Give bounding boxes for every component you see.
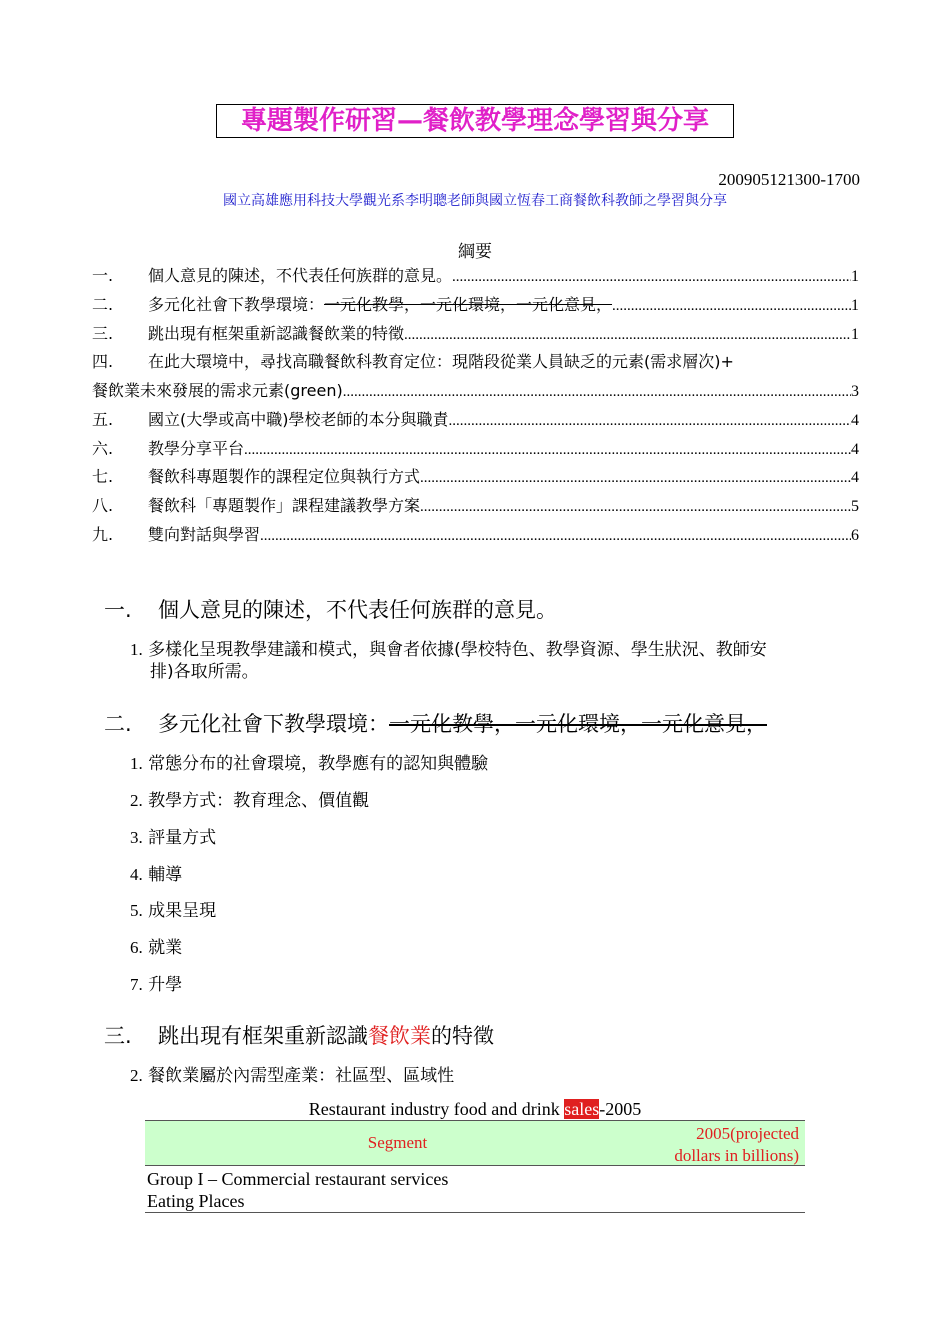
toc-leader-dots	[452, 269, 851, 286]
section-title-end: 的特徵	[431, 1024, 494, 1048]
list-item-text: 餐飲業屬於內需型產業：社區型、區域性	[148, 1066, 455, 1086]
toc-page-number: 6	[851, 527, 859, 544]
document-id: 200905121300-1700	[718, 170, 860, 189]
list-item	[130, 786, 369, 811]
list-item-text: 評量方式	[148, 828, 217, 848]
list-item-number: 2.	[130, 791, 143, 810]
toc-item[interactable]	[92, 321, 859, 345]
list-item-number: 5.	[130, 901, 143, 920]
table-body	[145, 1166, 805, 1213]
toc-item[interactable]	[92, 464, 859, 488]
column-header-line: dollars in billions)	[674, 1146, 799, 1165]
toc-item-number: 六.	[92, 439, 114, 458]
table-caption-text: Restaurant industry food and drink	[308, 1099, 565, 1119]
toc-item-text: 國立(大學或高中職)學校老師的本分與職責	[148, 410, 449, 429]
toc-item[interactable]	[92, 292, 859, 316]
list-item-text: 多樣化呈現教學建議和模式，與會者依據(學校特色、教學資源、學生狀況、教師安	[148, 640, 767, 660]
toc-leader-dots	[404, 327, 851, 344]
list-item-number: 3.	[130, 828, 143, 847]
toc-item-number: 二.	[92, 295, 114, 314]
toc-item-number: 七.	[92, 467, 114, 486]
table-header	[145, 1120, 805, 1166]
section-title-highlight: 餐飲業	[368, 1024, 431, 1048]
toc-leader-dots	[343, 384, 851, 401]
list-item-text: 就業	[148, 938, 183, 958]
toc-heading: 綱要	[458, 242, 492, 262]
list-item	[130, 933, 182, 958]
toc-item-text: 在此大環境中，尋找高職餐飲科教育定位：現階段從業人員缺乏的元素(需求層次)+	[148, 352, 734, 371]
sales-table	[145, 1120, 805, 1213]
toc-item-text: 教學分享平台	[148, 439, 245, 458]
toc-leader-dots	[244, 442, 851, 459]
list-item	[130, 860, 182, 885]
list-item-number: 7.	[130, 975, 143, 994]
document-title: 專題製作研習—餐飲教學理念學習與分享	[216, 104, 734, 138]
toc-leader-dots	[612, 298, 851, 315]
toc-page-number: 4	[851, 441, 859, 458]
section-title: 個人意見的陳述，不代表任何族群的意見。	[158, 598, 557, 622]
toc-item-number: 五.	[92, 410, 114, 429]
section-number: 二.	[104, 712, 132, 736]
section-heading	[104, 594, 557, 624]
toc-page-number: 1	[851, 326, 859, 343]
toc-leader-dots	[420, 499, 851, 516]
toc-page-number: 3	[851, 383, 859, 400]
section-heading	[104, 1020, 494, 1050]
column-header-segment: Segment	[367, 1133, 428, 1152]
toc-page-number: 4	[851, 412, 859, 429]
table-row: Group I – Commercial restaurant services	[147, 1169, 449, 1189]
list-item-continuation	[150, 657, 259, 682]
toc-page-number: 4	[851, 469, 859, 486]
toc-item-strikethrough-text: 一元化教學，一元化環境，一元化意見，	[324, 295, 613, 314]
table-caption-highlight: sales	[564, 1099, 600, 1119]
list-item-text: 輔導	[148, 865, 183, 885]
toc-item[interactable]	[92, 522, 859, 546]
list-item-number: 1.	[130, 640, 143, 659]
section-title: 多元化社會下教學環境：	[158, 712, 389, 736]
table-caption	[144, 1099, 806, 1120]
toc-item-number: 三.	[92, 324, 114, 343]
toc-item-text: 跳出現有框架重新認識餐飲業的特徵	[148, 324, 405, 343]
toc-item-text: 個人意見的陳述，不代表任何族群的意見。	[148, 266, 453, 285]
list-item	[130, 749, 488, 774]
toc-page-number: 1	[851, 297, 859, 314]
column-header-line: 2005(projected	[696, 1124, 799, 1143]
toc-item[interactable]	[92, 263, 859, 287]
list-item-number: 4.	[130, 865, 143, 884]
toc-leader-dots	[420, 470, 851, 487]
list-item-text: 排)各取所需。	[150, 662, 259, 682]
toc-page-number: 1	[851, 268, 859, 285]
section-title-strikethrough: 一元化教學，一元化環境，一元化意見，	[389, 712, 767, 736]
toc-item[interactable]	[92, 349, 859, 373]
list-item	[130, 970, 182, 995]
section-title: 跳出現有框架重新認識	[158, 1024, 368, 1048]
toc-leader-dots	[449, 413, 852, 430]
table-caption-year: -2005	[599, 1099, 642, 1119]
list-item-text: 升學	[148, 975, 183, 995]
list-item	[130, 823, 216, 848]
toc-item[interactable]	[92, 407, 859, 431]
section-heading	[104, 708, 767, 738]
toc-item-text: 多元化社會下教學環境：	[148, 295, 325, 314]
toc-item-continuation[interactable]	[92, 378, 859, 402]
list-item-text: 成果呈現	[148, 901, 217, 921]
column-header-2005	[649, 1123, 799, 1167]
table-row: Eating Places	[147, 1191, 245, 1211]
document-subtitle: 國立高雄應用科技大學觀光系李明聰老師與國立恆春工商餐飲科教師之學習與分享	[223, 193, 727, 209]
toc-leader-dots	[260, 528, 851, 545]
list-item-number: 1.	[130, 754, 143, 773]
toc-item[interactable]	[92, 493, 859, 517]
list-item-text: 常態分布的社會環境，教學應有的認知與體驗	[148, 754, 489, 774]
list-item-text: 教學方式：教育理念、價值觀	[148, 791, 370, 811]
list-item-number: 2.	[130, 1066, 143, 1085]
toc-item[interactable]	[92, 436, 859, 460]
list-item	[130, 896, 216, 921]
toc-item-number: 九.	[92, 525, 114, 544]
toc-item-text: 雙向對話與學習	[148, 525, 261, 544]
toc-item-number: 八.	[92, 496, 114, 515]
toc-item-number: 一.	[92, 266, 114, 285]
toc-item-text: 餐飲業未來發展的需求元素(green)	[92, 381, 343, 400]
list-item	[130, 1061, 454, 1086]
section-number: 三.	[104, 1024, 132, 1048]
toc-item-text: 餐飲科專題製作的課程定位與執行方式	[148, 467, 421, 486]
toc-page-number: 5	[851, 498, 859, 515]
section-number: 一.	[104, 598, 132, 622]
toc-item-text: 餐飲科「專題製作」課程建議教學方案	[148, 496, 421, 515]
toc-item-number: 四.	[92, 352, 114, 371]
list-item-number: 6.	[130, 938, 143, 957]
